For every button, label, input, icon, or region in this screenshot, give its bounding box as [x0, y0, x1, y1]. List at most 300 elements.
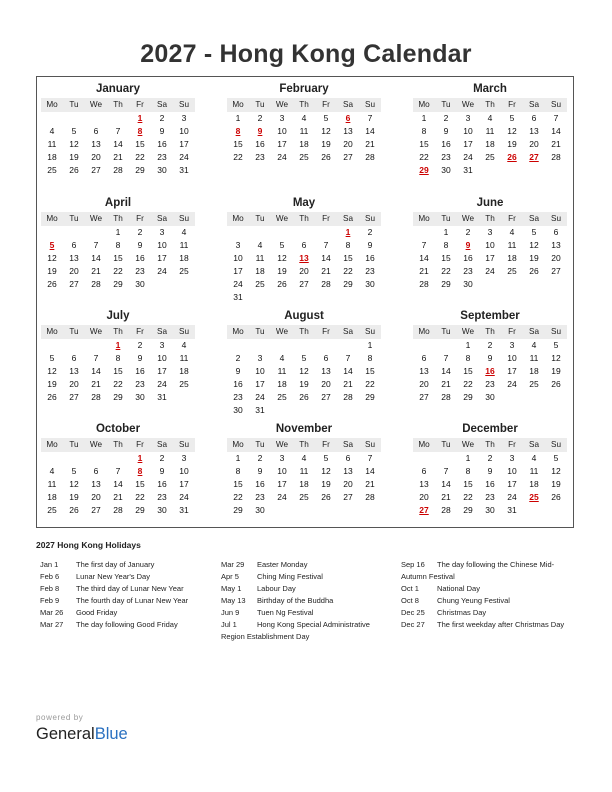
day-cell: 7 — [443, 466, 449, 476]
day-cell: 27 — [419, 392, 429, 402]
holiday-item — [40, 583, 215, 595]
week-row — [41, 239, 195, 252]
month-name: April — [104, 197, 132, 209]
week-row — [227, 365, 381, 378]
day-cell: 3 — [279, 453, 285, 463]
month-name: February — [279, 83, 329, 95]
day-cell: 28 — [91, 279, 101, 289]
weekday-label: Su — [178, 440, 189, 449]
month-name: January — [95, 83, 141, 95]
day-cell: 5 — [49, 353, 55, 363]
day-cell: 21 — [419, 266, 429, 276]
day-cell: 10 — [179, 466, 189, 476]
day-cell: 19 — [299, 379, 309, 389]
day-cell: 19 — [551, 479, 561, 489]
day-cell: 11 — [179, 240, 189, 250]
holiday-day-cell: 6 — [345, 113, 351, 123]
holiday-date: Jun 9 — [221, 608, 240, 617]
day-cell: 9 — [443, 126, 449, 136]
day-cell: 22 — [343, 266, 353, 276]
month-may — [227, 196, 381, 304]
weekday-label: Tu — [255, 214, 265, 223]
weekday-label: Mo — [232, 214, 244, 223]
weekday-label: Sa — [528, 327, 539, 336]
day-cell: 19 — [529, 253, 539, 263]
weekday-label: Mo — [418, 440, 430, 449]
day-cell: 19 — [321, 139, 331, 149]
month-name: June — [476, 197, 504, 209]
day-cell — [501, 278, 523, 291]
week-row — [41, 452, 195, 465]
day-cell: 26 — [321, 492, 331, 502]
day-cell: 14 — [365, 126, 375, 136]
weekday-label: Su — [550, 214, 561, 223]
day-cell: 17 — [157, 253, 167, 263]
day-cell — [293, 291, 315, 304]
week-row — [227, 252, 381, 265]
day-cell: 5 — [323, 113, 329, 123]
day-cell: 19 — [69, 152, 79, 162]
holiday-day-cell: 1 — [115, 340, 121, 350]
day-cell: 16 — [365, 253, 375, 263]
week-row — [227, 352, 381, 365]
day-cell — [501, 391, 523, 404]
day-cell: 8 — [115, 240, 121, 250]
day-cell: 30 — [135, 392, 145, 402]
day-cell: 14 — [91, 253, 101, 263]
day-cell: 13 — [343, 466, 353, 476]
day-cell: 23 — [135, 266, 145, 276]
day-cell: 25 — [299, 492, 309, 502]
day-cell: 1 — [465, 453, 471, 463]
weekday-label: Fr — [508, 100, 516, 109]
weekday-header — [227, 438, 381, 452]
day-cell: 13 — [69, 253, 79, 263]
day-cell: 4 — [531, 340, 537, 350]
day-cell: 12 — [69, 479, 79, 489]
day-cell: 8 — [465, 353, 471, 363]
week-row — [227, 378, 381, 391]
day-cell: 21 — [441, 379, 451, 389]
day-cell: 9 — [137, 353, 143, 363]
weekday-label: We — [461, 100, 475, 109]
holiday-name: Ching Ming Festival — [257, 572, 323, 581]
day-cell — [337, 291, 359, 304]
holiday-date: Jan 1 — [40, 560, 59, 569]
day-cell: 12 — [277, 253, 287, 263]
day-cell: 20 — [343, 479, 353, 489]
holiday-name: Christmas Day — [437, 608, 487, 617]
day-cell: 28 — [365, 492, 375, 502]
holiday-day-cell: 27 — [419, 505, 429, 515]
weekday-label: Sa — [342, 100, 353, 109]
day-cell — [271, 291, 293, 304]
day-cell: 9 — [235, 366, 241, 376]
holiday-day-cell: 1 — [345, 227, 351, 237]
day-cell: 20 — [343, 139, 353, 149]
day-cell: 22 — [441, 266, 451, 276]
day-cell: 18 — [507, 253, 517, 263]
weekday-label: We — [275, 327, 289, 336]
day-cell: 21 — [91, 379, 101, 389]
day-cell: 27 — [551, 266, 561, 276]
day-cell: 28 — [365, 152, 375, 162]
day-cell: 4 — [301, 113, 307, 123]
day-cell: 9 — [159, 466, 165, 476]
day-cell: 14 — [343, 366, 353, 376]
month-name: September — [460, 310, 520, 322]
week-row — [227, 465, 381, 478]
generalblue-logo[interactable] — [36, 725, 128, 744]
day-cell: 13 — [551, 240, 561, 250]
day-cell: 11 — [299, 466, 309, 476]
day-cell: 13 — [419, 479, 429, 489]
weekday-label: Tu — [441, 327, 451, 336]
day-cell: 23 — [157, 492, 167, 502]
day-cell — [337, 504, 359, 517]
day-cell — [107, 112, 129, 125]
day-cell: 7 — [421, 240, 427, 250]
weekday-header — [413, 98, 567, 112]
day-cell: 16 — [135, 366, 145, 376]
logo-blue: Blue — [94, 725, 128, 743]
day-cell: 11 — [47, 139, 57, 149]
day-cell: 5 — [553, 340, 559, 350]
weekday-label: Tu — [441, 214, 451, 223]
day-cell — [293, 339, 315, 352]
day-cell: 6 — [421, 466, 427, 476]
day-cell: 25 — [47, 505, 57, 515]
day-cell: 31 — [255, 405, 265, 415]
holiday-date: Oct 1 — [401, 584, 419, 593]
day-cell: 18 — [47, 492, 57, 502]
day-cell: 25 — [507, 266, 517, 276]
day-cell: 23 — [485, 492, 495, 502]
day-cell: 24 — [157, 266, 167, 276]
day-cell: 10 — [507, 466, 517, 476]
holiday-column — [221, 559, 396, 643]
week-row — [41, 365, 195, 378]
day-cell: 17 — [255, 379, 265, 389]
day-cell: 25 — [179, 266, 189, 276]
day-cell: 5 — [531, 227, 537, 237]
day-cell: 11 — [255, 253, 265, 263]
day-cell: 6 — [421, 353, 427, 363]
day-cell: 8 — [345, 240, 351, 250]
holiday-day-cell: 8 — [137, 466, 143, 476]
weekday-label: Fr — [136, 440, 144, 449]
day-cell: 16 — [157, 139, 167, 149]
day-cell: 19 — [47, 266, 57, 276]
day-cell: 6 — [301, 240, 307, 250]
day-cell — [249, 226, 271, 239]
day-cell: 17 — [277, 479, 287, 489]
day-cell: 14 — [321, 253, 331, 263]
day-cell: 23 — [365, 266, 375, 276]
day-cell: 12 — [529, 240, 539, 250]
day-cell: 24 — [233, 279, 243, 289]
day-cell: 5 — [279, 240, 285, 250]
day-cell: 20 — [299, 266, 309, 276]
day-cell: 12 — [551, 353, 561, 363]
day-cell: 30 — [463, 279, 473, 289]
day-cell: 21 — [365, 139, 375, 149]
holiday-day-cell: 26 — [507, 152, 517, 162]
day-cell: 25 — [179, 379, 189, 389]
week-row — [41, 125, 195, 138]
weekday-label: Mo — [418, 100, 430, 109]
week-row — [413, 365, 567, 378]
week-row — [41, 478, 195, 491]
weekday-label: Fr — [508, 214, 516, 223]
day-cell — [337, 404, 359, 417]
week-row — [413, 452, 567, 465]
week-row — [413, 378, 567, 391]
day-cell: 16 — [135, 253, 145, 263]
holiday-date: Mar 27 — [40, 620, 64, 629]
day-cell — [227, 226, 249, 239]
weekday-label: Th — [485, 214, 495, 223]
day-cell: 10 — [157, 353, 167, 363]
day-cell: 8 — [421, 126, 427, 136]
week-row — [227, 138, 381, 151]
day-cell: 28 — [343, 392, 353, 402]
week-row — [41, 352, 195, 365]
holiday-name: The day following the Chinese Mid- — [437, 560, 555, 569]
day-cell: 30 — [157, 505, 167, 515]
day-cell: 6 — [345, 453, 351, 463]
day-cell: 1 — [443, 227, 449, 237]
week-row — [227, 478, 381, 491]
day-cell — [545, 504, 567, 517]
day-cell: 31 — [233, 292, 243, 302]
day-cell: 1 — [465, 340, 471, 350]
day-cell: 17 — [277, 139, 287, 149]
weekday-label: Fr — [322, 440, 330, 449]
week-row — [413, 265, 567, 278]
day-cell: 22 — [365, 379, 375, 389]
weekday-label: We — [89, 440, 103, 449]
weekday-label: Th — [485, 100, 495, 109]
day-cell: 27 — [343, 492, 353, 502]
day-cell: 11 — [529, 466, 539, 476]
weekday-label: We — [461, 327, 475, 336]
day-cell: 1 — [235, 453, 241, 463]
week-row — [227, 391, 381, 404]
day-cell — [523, 391, 545, 404]
day-cell: 27 — [91, 505, 101, 515]
day-cell: 15 — [135, 479, 145, 489]
holiday-day-cell: 13 — [299, 253, 309, 263]
day-cell: 21 — [321, 266, 331, 276]
day-cell: 28 — [441, 392, 451, 402]
day-cell: 7 — [443, 353, 449, 363]
day-cell — [41, 112, 63, 125]
day-cell: 27 — [91, 165, 101, 175]
day-cell: 5 — [553, 453, 559, 463]
day-cell: 16 — [463, 253, 473, 263]
holiday-item — [401, 595, 576, 607]
day-cell: 2 — [257, 453, 263, 463]
day-cell — [479, 278, 501, 291]
month-name: November — [275, 423, 333, 435]
month-february — [227, 82, 381, 164]
weekday-label: Su — [178, 214, 189, 223]
day-cell: 14 — [113, 479, 123, 489]
day-cell: 9 — [367, 240, 373, 250]
holiday-name: The day following Good Friday — [76, 620, 178, 629]
day-cell: 15 — [463, 366, 473, 376]
day-cell: 12 — [47, 366, 57, 376]
day-cell: 7 — [115, 126, 121, 136]
day-cell: 20 — [69, 266, 79, 276]
day-cell — [41, 226, 63, 239]
holiday-item — [221, 559, 396, 571]
day-cell: 27 — [299, 279, 309, 289]
day-cell: 2 — [367, 227, 373, 237]
holiday-item — [221, 619, 396, 631]
day-cell — [271, 339, 293, 352]
day-cell: 3 — [465, 113, 471, 123]
day-cell: 14 — [113, 139, 123, 149]
holiday-day-cell: 5 — [49, 240, 55, 250]
weekday-label: Th — [485, 327, 495, 336]
week-row — [413, 504, 567, 517]
weekday-label: Th — [113, 100, 123, 109]
weekday-label: Su — [178, 327, 189, 336]
month-name: July — [106, 310, 130, 322]
day-cell: 4 — [181, 340, 187, 350]
week-row — [413, 226, 567, 239]
day-cell: 5 — [71, 126, 77, 136]
day-cell: 28 — [113, 505, 123, 515]
day-cell: 18 — [299, 139, 309, 149]
month-october — [41, 422, 195, 517]
day-cell: 12 — [69, 139, 79, 149]
day-cell: 3 — [257, 353, 263, 363]
day-cell: 10 — [157, 240, 167, 250]
holiday-day-cell: 1 — [137, 453, 143, 463]
day-cell: 14 — [441, 366, 451, 376]
weekday-header — [227, 98, 381, 112]
day-cell: 20 — [419, 379, 429, 389]
weekday-header — [41, 212, 195, 226]
day-cell: 1 — [421, 113, 427, 123]
day-cell: 28 — [91, 392, 101, 402]
day-cell — [63, 339, 85, 352]
day-cell: 24 — [485, 266, 495, 276]
day-cell: 20 — [69, 379, 79, 389]
day-cell: 5 — [301, 353, 307, 363]
day-cell: 7 — [367, 113, 373, 123]
day-cell: 17 — [233, 266, 243, 276]
day-cell: 6 — [323, 353, 329, 363]
weekday-label: We — [461, 440, 475, 449]
holiday-date: May 1 — [221, 584, 242, 593]
week-row — [227, 226, 381, 239]
day-cell: 23 — [233, 392, 243, 402]
day-cell: 11 — [179, 353, 189, 363]
day-cell: 13 — [419, 366, 429, 376]
day-cell — [249, 339, 271, 352]
weekday-header — [227, 212, 381, 226]
day-cell: 20 — [551, 253, 561, 263]
day-cell: 28 — [113, 165, 123, 175]
day-cell: 29 — [135, 505, 145, 515]
day-cell: 4 — [279, 353, 285, 363]
day-cell: 18 — [179, 366, 189, 376]
day-cell: 2 — [443, 113, 449, 123]
weekday-label: Su — [364, 100, 375, 109]
day-cell — [413, 226, 435, 239]
day-cell — [413, 339, 435, 352]
weekday-label: Sa — [342, 327, 353, 336]
day-cell: 29 — [365, 392, 375, 402]
week-row — [227, 404, 381, 417]
weekday-label: Su — [178, 100, 189, 109]
day-cell: 25 — [529, 379, 539, 389]
weekday-label: Th — [113, 327, 123, 336]
day-cell: 12 — [321, 466, 331, 476]
day-cell: 8 — [115, 353, 121, 363]
month-august — [227, 309, 381, 417]
day-cell — [173, 391, 195, 404]
day-cell: 24 — [179, 152, 189, 162]
week-row — [41, 164, 195, 177]
day-cell: 3 — [279, 113, 285, 123]
day-cell: 16 — [233, 379, 243, 389]
weekday-label: We — [461, 214, 475, 223]
week-row — [227, 491, 381, 504]
holiday-item — [40, 595, 215, 607]
day-cell — [479, 164, 501, 177]
week-row — [413, 164, 567, 177]
week-row — [413, 125, 567, 138]
holiday-date: Dec 27 — [401, 620, 425, 629]
month-name: March — [473, 83, 507, 95]
weekday-label: Tu — [69, 440, 79, 449]
day-cell — [413, 452, 435, 465]
weekday-label: Su — [550, 100, 561, 109]
day-cell: 14 — [419, 253, 429, 263]
weekday-label: Sa — [528, 100, 539, 109]
weekday-label: Mo — [46, 440, 58, 449]
weekday-label: Tu — [255, 100, 265, 109]
holiday-date: Apr 5 — [221, 572, 239, 581]
day-cell: 22 — [233, 152, 243, 162]
week-row — [227, 452, 381, 465]
day-cell — [315, 291, 337, 304]
day-cell: 15 — [135, 139, 145, 149]
day-cell: 18 — [179, 253, 189, 263]
day-cell: 25 — [299, 152, 309, 162]
day-cell: 2 — [235, 353, 241, 363]
day-cell: 19 — [321, 479, 331, 489]
day-cell: 31 — [179, 505, 189, 515]
holiday-item — [401, 559, 576, 571]
day-cell: 13 — [91, 139, 101, 149]
day-cell: 14 — [441, 479, 451, 489]
day-cell: 12 — [47, 253, 57, 263]
weekday-label: We — [89, 327, 103, 336]
day-cell: 2 — [487, 453, 493, 463]
day-cell: 8 — [367, 353, 373, 363]
weekday-header — [41, 98, 195, 112]
day-cell: 23 — [485, 379, 495, 389]
holiday-day-cell: 29 — [419, 165, 429, 175]
day-cell — [315, 339, 337, 352]
weekday-label: Fr — [508, 327, 516, 336]
